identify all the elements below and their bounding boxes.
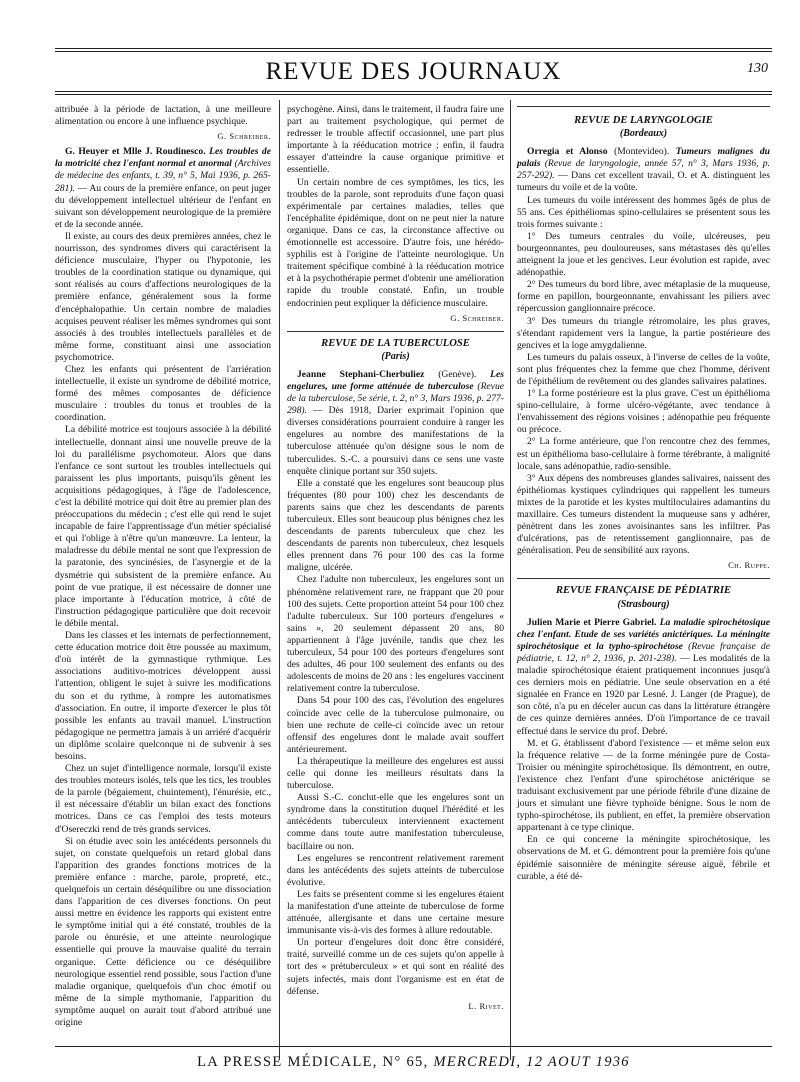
article-place: (Montevideo). [607,146,676,158]
article-authors: Julien Marie et Pierre Gabriel. [527,616,657,628]
paragraph: Un porteur d'engelures doit donc être considéré, traité, surveillé comme un de ces sujets qu'on appelle à tort des « prétuberculeux » et qui sont en réalité des sujets infectés, mais dont l'organisme est en état de défense. [287,937,504,997]
footer-journal: LA PRESSE MÉDICALE, [197,1054,378,1070]
paragraph: attribuée à la période de lactation, à une meilleure alimentation ou encore à une influence psychique. [55,104,271,128]
column-3 [517,104,770,883]
paragraph: Si on étudie avec soin les antécédents personnels du sujet, on constate quelquefois un retard global dans l'apparition des grandes fonctions motrices de la première enfance : marche, parole, propreté, etc., quelquefois un certain déséquilibre ou une dissociation dans l'apparition de ces diverses fonctions. On peut aussi mettre en évidence les rapports qui existent entre le symptôme initial qui a été constaté, troubles de la parole ou énurésie, et une atteinte neurologique essentielle qui prouve la mauvaise qualité du terrain organique. Cette déficience ou ce déséquilibre neurologique essentiel rend possible, sous l'action d'une maladie organique, quelquefois d'un choc émotif ou même de la simple mythomanie, l'apparition du symptôme auquel on aurait tout d'abord attribué une origine [55,835,271,1029]
paragraph: psychogène. Ainsi, dans le traitement, il faudra faire une part au traitement psychologique, qui permet de redresser le trouble affectif occasionnel, une part plus importante à la rééducation motrice ; enfin, il faudra essayer d'atteindre la cause organique primitive et essentielle. [287,104,504,176]
article-lead: — Dès 1918, Darier exprimait l'opinion que diverses considérations pourraient conduire à ranger les engelures au nombre des manifestations de la tuberculose atténuée qu'on désigne sous le nom de tuberculides. S.-C. a poursuivi dans ce sens une vaste enquête clinique portant sur 350 sujets. [287,405,504,477]
article-heading [55,146,271,231]
section-divider [517,578,770,579]
column-2 [287,104,504,1016]
article-source: (Revue française de pédiatrie, t. 12, n° 2, 1936, p. 201-238). [517,640,770,664]
footer-rule [55,1046,772,1047]
article-authors: Jeanne Stephani-Cherbuliez [297,368,425,380]
article-lead: — Au cours de la première enfance, on peut juger du développement intellectuel ultérieur de l'enfant en suivant son développement neurologique de la première et de la seconde année. [55,182,271,230]
footer-issue: N° 65, [382,1054,429,1070]
article-source: (Revue de la tuberculose, 5e série, t. 2, n° 3, Mars 1936, p. 277-298). [287,380,504,417]
signature: Ch. Ruppe. [728,560,770,571]
paragraph: La thérapeutique la meilleure des engelures est aussi celle qui donne les meilleurs résultats dans la tuberculose. [287,755,504,792]
article-title: Tumeurs malignes du palais [517,146,770,170]
article-authors: G. Heuyer et Mlle J. Roudinesco. [65,146,206,158]
article-place: (Genève). [424,368,491,380]
paragraph: Les engelures se rencontrent relativement rarement dans les antécédents des sujets atteints de tuberculose évolutive. [287,852,504,888]
page-number: 130 [747,61,768,76]
top-rule-2 [55,51,772,52]
header-rule-2 [55,94,772,95]
signature: G. Schreiber. [450,312,504,323]
section-divider [287,331,504,332]
paragraph: Chez l'adulte non tuberculeux, les engelures sont un phénomène relativement rare, ne frappant que 20 pour 100 des sujets. Cette proportion atteint 54 pour 100 chez l'adulte tuberculeux. Sur 100 porteurs d'engelures « sains », 20 seulement dépassent 20 ans, 80 appartiennent à l'âge juvénile, tandis que chez les tuberculeux, 54 pour 100 des porteurs d'engelures sont des adultes, 46 pour 100 seulement des enfants ou des adolescents de moins de 20 ans : les engelures vaccinent relativement contre la tuberculose. [287,574,504,695]
paragraph: M. et G. établissent d'abord l'existence — et même selon eux la fréquence relative — de la forme méningée pure de Costa-Troisier ou méningite spirochétosique. Ils démontrent, en outre, l'existence chez l'enfant d'une spirochétose anictérique se traduisant exclusivement par une période fébrile d'une dizaine de jours et simulant une fièvre typhoïde bénigne. Sous le nom de typho-spirochétose, ils publient, en effet, la première observation appartenant à ce type clinique. [517,737,770,834]
paragraph: Les faits se présentent comme si les engelures étaient la manifestation d'une atteinte de tuberculose de forme atténuée, allergisante et dans une certaine mesure immunisante vis-à-vis des formes à allure redoutable. [287,888,504,937]
article-lead: — Les modalités de la maladie spirochétosique étaient pratiquement inconnues jusqu'à ces derniers mois en pédiatrie. Une seule observation en a été signalée en France en 1920 par Lesné. J. Langer (de Prague), de son côté, n'a pu en déceler aucun cas dans la littérature étrangère de ces quinze dernières années. D'où l'importance de ce travail effectué dans le service du prof. Debré. [517,652,770,737]
section-city: (Paris) [381,350,410,362]
paragraph: 2° La forme antérieure, que l'on rencontre chez des femmes, est un épithélioma baso-cellulaire à forme térébrante, à malignité locale, sans adénopathie, radio-sensible. [517,436,770,472]
paragraph: 3° Des tumeurs du triangle rétromolaire, les plus graves, s'étendant rapidement vers la langue, la partie postérieure des gencives et la loge amygdalienne. [517,315,770,351]
article-source: (Revue de laryngologie, année 57, n° 3, Mars 1936, p. 257-292). [517,158,770,182]
footer-date: MERCREDI, 12 AOUT 1936 [433,1054,630,1070]
section-title: REVUE DE LA TUBERCULOSE [321,337,470,349]
masthead [55,58,772,88]
paragraph: Les tumeurs du voile intéressent des hommes âgés de plus de 55 ans. Ces épithéliomas spino-cellulaires se présentent sous les trois formes suivante : [517,194,770,230]
paragraph: Elle a constaté que les engelures sont beaucoup plus fréquentes (80 pour 100) chez les descendants de parents sains que chez les descendants de parents tuberculeux. Elles sont beaucoup plus bénignes chez les descendants de parents tuberculeux que chez les descendants de parents non tuberculeux, chez lesquels elles prennent dans 76 pour 100 des cas la forme maligne, ulcérée. [287,477,504,574]
article-heading [517,146,770,194]
article-title: Les engelures, une forme atténuée de tuberculose [287,368,504,392]
paragraph: Chez un sujet d'intelligence normale, lorsqu'il existe des troubles moteurs isolés, tels que les tics, les troubles de la parole (bégaiement, chuintement), l'énurésie, etc., il est nécessaire d'établir un bilan exact des fonctions motrices. Dans ce cas l'emploi des tests moteurs d'Osereczki rend de très grands services. [55,763,271,835]
section-title: REVUE FRANÇAISE DE PÉDIATRIE [555,585,732,597]
paragraph: Dans 54 pour 100 des cas, l'évolution des engelures coïncide avec celle de la tuberculose pulmonaire, ou bien une rechute de celle-ci coïncide avec un retour offensif des engelures dont le malade avait souffert antérieurement. [287,695,504,755]
article-lead: — Dans cet excellent travail, O. et A. distinguent les tumeurs du voile et de la voûte. [517,170,770,194]
section-divider [517,106,770,107]
signature: L. Rivet. [468,1000,504,1011]
paragraph: La débilité motrice est toujours associée à la débilité intellectuelle, donnant ainsi une nouvelle preuve de la loi du parallélisme psychomoteur. Alors que dans l'enfance ce sont surtout les troubles intellectuels qui paraissent les plus importants, puisqu'ils gênent les acquisitions pédagogiques, à l'âge de l'adolescence, c'est la débilité motrice qui doit être au premier plan des préoccupations du médecin ; c'est elle qui rend le sujet incapable de faire l'apprentissage d'un métier spécialisé et qui l'oblige à n'être qu'un manœuvre. La lenteur, la maladresse du débile mental ne sont que l'expression de la paratonie, des syncinésies, de l'asynergie et de la dysmétrie qui subsistent de la première enfance. Au point de vue pratique, il est nécessaire de donner une place importante à l'éducation motrice, à côté de l'instruction pédagogique particulière que doit recevoir le débile mental. [55,424,271,629]
section-city: (Bordeaux) [619,128,668,140]
paragraph: Dans les classes et les internats de perfectionnement, cette éducation motrice doit être poussée au maximum, d'où intérêt de la gymnastique rythmique. Les associations auditivo-motrices développent aussi l'attention, obligent le sujet à suivre les modifications du son et du rythme, à rompre les automatismes d'association. En outre, il importe d'exercer le plus tôt possible les enfants au travail manuel. L'instruction pédagogique ne permettra jamais à un arriéré d'acquérir un diplôme scolaire quelconque ni de subvenir à ses besoins. [55,630,271,762]
page-title: REVUE DES JOURNAUX [265,58,562,85]
article-title: Les troubles de la motricité chez l'enfant normal et anormal [55,146,271,170]
footer [55,1054,772,1071]
column-divider-2 [510,100,511,1060]
header-rule [55,91,772,92]
article-heading [287,369,504,478]
column-1 [55,104,271,1029]
signature: G. Schreiber. [217,131,271,142]
paragraph: 2° Des tumeurs du bord libre, avec métaplasie de la muqueuse, forme en papillon, bourgeonnante, envahissant les piliers avec répercussion ganglionnaire précoce. [517,279,770,315]
paragraph: Les tumeurs du palais osseux, à l'inverse de celles de la voûte, sont plus fréquentes chez la femme que chez l'homme, dérivent de l'épithélium de revêtement ou des glandes salivaires palatines. [517,351,770,387]
paragraph: Chez les enfants qui présentent de l'arriération intellectuelle, il existe un syndrome de débilité motrice, formé des mêmes composantes de déficience musculaire : troubles du tonus et troubles de la coordination. [55,363,271,424]
section-city: (Strasbourg) [617,598,670,610]
top-rule [55,48,772,49]
paragraph: Il existe, au cours des deux premières années, chez le nourrisson, des syndromes divers qui caractérisent la déficience musculaire, l'hyper ou l'hypotonie, les troubles de la coordination statique ou dynamique, qui sont réalisés au cours d'affections neurologiques de la première enfance, généralement sous la forme d'encéphalopathie. Un certain nombre de maladies acquises peuvent réaliser les mêmes syndromes qui sont associés à des troubles intellectuels parallèles et de même forme, constituant ainsi une association psychomotrice. [55,230,271,363]
paragraph: 1° La forme postérieure est la plus grave. C'est un épithélioma spino-cellulaire, à forme ulcéro-végétante, avec tendance à l'envahissement des régions voisines ; adénopathie peu fréquente ou précoce. [517,388,770,436]
paragraph: 3° Aux dépens des nombreuses glandes salivaires, naissent des épithéliomas kystiques cylindriques qui rappellent les tumeurs mixtes de la parotide et les kystes multiloculaires adamantins du maxillaire. Ces tumeurs distendent la muqueuse sans y adhérer, pénètrent dans les zones avoisinantes sans les infiltrer. Pas d'ulcérations, pas de retentissement ganglionnaire, pas de généralisation. Peu de sensibilité aux rayons. [517,472,770,557]
paragraph: 1° Des tumeurs centrales du voile, ulcéreuses, peu bourgeonnantes, peu douloureuses, sans métastases dès qu'elles atteignent la joue et les gencives. Leur évolution est rapide, avec adénopathie. [517,230,770,279]
paragraph: Un certain nombre de ces symptômes, les tics, les troubles de la parole, sont reproduits d'une façon quasi expérimentale par certaines maladies, telles que l'encéphalite épidémique, dont on ne peut nier la nature organique. Dans ce cas, la circonstance affective ou émotionnelle est accessoire. D'autre fois, une hérédo-syphilis est à l'origine de l'atteinte neurologique. Un traitement spécifique combiné à la rééducation motrice et à la psychothérapie permet d'obtenir une amélioration rapide du trouble constaté. Enfin, un trouble endocrinien peut expliquer la déficience musculaire. [287,176,504,309]
paragraph: Aussi S.-C. conclut-elle que les engelures sont un syndrome dans la constitution duquel l'hérédité et les antécédents tuberculeux interviennent exactement comme dans toute autre manifestation tuberculeuse, bacillaire ou non. [287,792,504,852]
article-title: La maladie spirochétosique chez l'enfant. Etude de ses variétés anictériques. La méningite spirochétosique et la typho-spirochétose [517,616,770,652]
section-title: REVUE DE LARYNGOLOGIE [574,115,713,126]
article-authors: Orregia et Alonso [527,146,608,158]
paragraph: En ce qui concerne la méningite spirochétosique, les observations de M. et G. démontrent pour la première fois qu'une épidémie saisonnière de méningite séreuse aiguë, fébrile et curable, a été dé- [517,834,770,882]
article-source: (Archives de médecine des enfants, t. 39, n° 5, Mai 1936, p. 265-281). [55,158,271,194]
column-divider-1 [279,100,280,1060]
article-heading [517,617,770,738]
